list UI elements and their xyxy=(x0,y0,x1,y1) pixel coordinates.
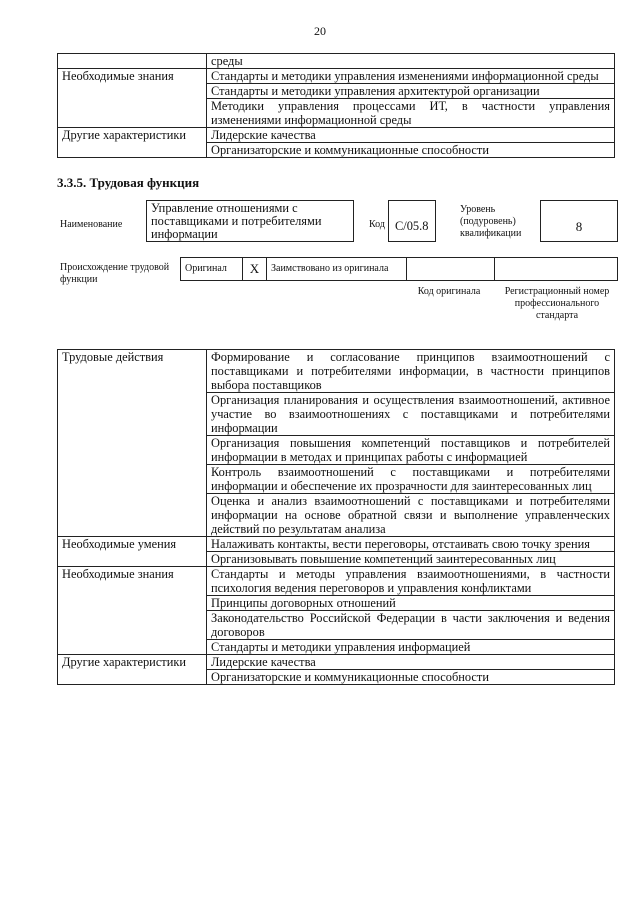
function-code: С/05.8 xyxy=(388,200,436,242)
original-mark: X xyxy=(242,257,266,281)
empty-label-cell xyxy=(58,54,207,69)
empty-label-cell xyxy=(58,436,207,465)
code-label: Код xyxy=(369,219,385,230)
other-label: Другие характеристики xyxy=(58,128,207,143)
table-cell: Оценка и анализ взаимоотношений с поставщиками и потребителями информации на основе обратной связи и выполнение управленческих действий по результатам анализа xyxy=(207,494,615,537)
table-cell: Стандарты и методики управления архитектурой организации xyxy=(207,84,615,99)
table-cell: Стандарты и методики управления изменениями информационной среды xyxy=(207,69,615,84)
name-label: Наименование xyxy=(60,219,123,230)
actions-label: Трудовые действия xyxy=(58,350,207,393)
empty-label-cell xyxy=(58,670,207,685)
other-label: Другие характеристики xyxy=(58,655,207,670)
empty-label-cell xyxy=(58,465,207,494)
origin-label: Происхождение трудовой функции xyxy=(60,262,170,285)
table-cell: Лидерские качества xyxy=(207,128,615,143)
top-characteristics-table xyxy=(57,53,615,158)
empty-label-cell xyxy=(58,99,207,128)
knowledge-label: Необходимые знания xyxy=(58,69,207,84)
table-cell: Методики управления процессами ИТ, в частности управления изменениями информационной среды xyxy=(207,99,615,128)
table-cell: Организация повышения компетенций поставщиков и потребителей информации в методах и принципах работы с информацией xyxy=(207,436,615,465)
empty-label-cell xyxy=(58,552,207,567)
table-cell: Организовывать повышение компетенций заинтересованных лиц xyxy=(207,552,615,567)
table-cell: Принципы договорных отношений xyxy=(207,596,615,611)
empty-label-cell xyxy=(58,494,207,537)
reg-number-cell xyxy=(494,257,618,281)
empty-label-cell xyxy=(58,640,207,655)
table-cell: Лидерские качества xyxy=(207,655,615,670)
empty-label-cell xyxy=(58,611,207,640)
empty-label-cell xyxy=(58,143,207,158)
skills-label: Необходимые умения xyxy=(58,537,207,552)
reg-number-caption: Регистрационный номер профессионального стандарта xyxy=(504,286,610,321)
empty-label-cell xyxy=(58,596,207,611)
table-cell: среды xyxy=(207,54,615,69)
empty-label-cell xyxy=(58,393,207,436)
table-cell: Организаторские и коммуникационные способности xyxy=(207,143,615,158)
table-cell: Организаторские и коммуникационные способности xyxy=(207,670,615,685)
page-number: 20 xyxy=(314,24,326,38)
table-cell: Организация планирования и осуществления взаимоотношений, активное участие во взаимоотношениях с поставщиками и потребителями информации xyxy=(207,393,615,436)
function-name: Управление отношениями с поставщиками и потребителями информации xyxy=(146,200,354,242)
original-code-caption: Код оригинала xyxy=(417,286,481,297)
borrowed-cell: Заимствовано из оригинала xyxy=(266,257,406,281)
table-cell: Законодательство Российской Федерации в части заключения и ведения договоров xyxy=(207,611,615,640)
original-code-cell xyxy=(406,257,494,281)
table-cell: Налаживать контакты, вести переговоры, отстаивать свою точку зрения xyxy=(207,537,615,552)
knowledge-label: Необходимые знания xyxy=(58,567,207,596)
table-cell: Стандарты и методы управления взаимоотношениями, в частности психология ведения переговоров и управления конфликтами xyxy=(207,567,615,596)
table-cell: Стандарты и методики управления информацией xyxy=(207,640,615,655)
table-cell: Контроль взаимоотношений с поставщиками и потребителями информации и обеспечение их прозрачности для заинтересованных лиц xyxy=(207,465,615,494)
labor-function-table xyxy=(57,349,615,685)
section-title: 3.3.5. Трудовая функция xyxy=(57,175,200,190)
level-label: Уровень (подуровень) квалификации xyxy=(460,204,522,239)
empty-label-cell xyxy=(58,84,207,99)
original-cell: Оригинал xyxy=(180,257,242,281)
origin-row xyxy=(180,257,618,283)
qualification-level: 8 xyxy=(540,200,618,242)
table-cell: Формирование и согласование принципов взаимоотношений с поставщиками и потребителями информации, в частности принципов выбора поставщиков xyxy=(207,350,615,393)
